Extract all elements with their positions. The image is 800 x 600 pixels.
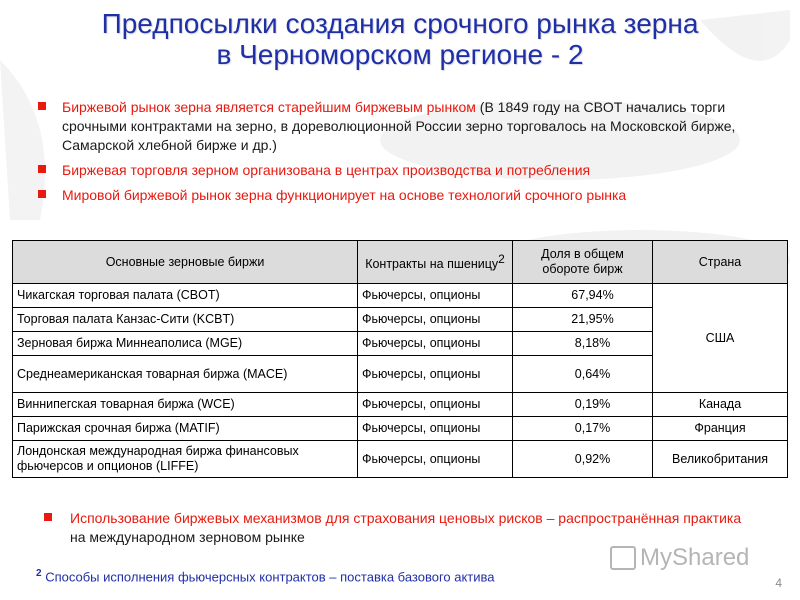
- cell-exchange: Парижская срочная биржа (MATIF): [13, 417, 358, 441]
- cell-share: 0,64%: [513, 356, 653, 393]
- slide-title: [0, 8, 800, 70]
- header-contracts-label: Контракты на пшеницу: [365, 257, 499, 272]
- cell-contracts: Фьючерсы, опционы: [358, 284, 513, 308]
- cell-contracts: Фьючерсы, опционы: [358, 356, 513, 393]
- table-row: [13, 284, 788, 308]
- cell-exchange: Зерновая биржа Миннеаполиса (MGE): [13, 332, 358, 356]
- footnote-marker: 2: [498, 251, 505, 266]
- cell-share: 0,19%: [513, 393, 653, 417]
- cell-share: 0,17%: [513, 417, 653, 441]
- cell-exchange: Торговая палата Канзас-Сити (KCBT): [13, 308, 358, 332]
- bullet-item: [38, 98, 758, 155]
- footnote-text: Способы исполнения фьючерсных контрактов – поставка базового актива: [45, 569, 495, 585]
- logo-text: MyShared: [640, 544, 750, 571]
- cell-country: Великобритания: [653, 441, 788, 478]
- table-row: [13, 417, 788, 441]
- cell-contracts: Фьючерсы, опционы: [358, 417, 513, 441]
- bullet-item: [38, 186, 758, 205]
- bottom-bullet-red-text: Использование биржевых механизмов для страхования ценовых рисков – распространённая практика: [70, 510, 742, 526]
- bullet-dark-text: (В 1849 году на CBOT начались торги срочными контрактами на зерно, в дореволюционной России зерно торговалось на Московской бирже, Самарской хлебной бирже и др.): [62, 99, 736, 153]
- cell-share: 8,18%: [513, 332, 653, 356]
- bullet-red-text: Биржевая торговля зерном организована в центрах производства и потребления: [62, 162, 591, 178]
- header-contracts: [358, 241, 513, 284]
- cell-exchange: Чикагская торговая палата (CBOT): [13, 284, 358, 308]
- cell-exchange: Виннипегская товарная биржа (WCE): [13, 393, 358, 417]
- table-row: [13, 441, 788, 478]
- cell-share: 21,95%: [513, 308, 653, 332]
- cell-contracts: Фьючерсы, опционы: [358, 393, 513, 417]
- cell-country: Франция: [653, 417, 788, 441]
- title-line-1: Предпосылки создания срочного рынка зерна: [101, 8, 699, 39]
- exchanges-table: [12, 240, 788, 478]
- bullet-red-text: Мировой биржевой рынок зерна функционирует на основе технологий срочного рынка: [62, 187, 627, 203]
- cell-exchange: Среднеамериканская товарная биржа (MACE): [13, 356, 358, 393]
- watermark-logo: [610, 540, 770, 576]
- bullet-square-icon: [38, 165, 46, 173]
- header-exchange: Основные зерновые биржи: [13, 241, 358, 284]
- footnote: [36, 568, 495, 584]
- bullet-item: [38, 161, 758, 180]
- cell-country-usa: США: [653, 284, 788, 393]
- page-number: 4: [775, 576, 782, 590]
- cell-share: 0,92%: [513, 441, 653, 478]
- bullet-square-icon: [44, 513, 52, 521]
- cell-contracts: Фьючерсы, опционы: [358, 308, 513, 332]
- cell-contracts: Фьючерсы, опционы: [358, 332, 513, 356]
- header-share: Доля в общем обороте бирж: [513, 241, 653, 284]
- cell-share: 67,94%: [513, 284, 653, 308]
- bullet-square-icon: [38, 102, 46, 110]
- bullet-list: [38, 98, 758, 211]
- bullet-square-icon: [38, 190, 46, 198]
- bottom-bullet-dark-text: на международном зерновом рынке: [70, 529, 305, 545]
- footnote-number: 2: [36, 568, 42, 579]
- bullet-red-text: Биржевой рынок зерна является старейшим биржевым рынком: [62, 99, 476, 115]
- table-header-row: [13, 241, 788, 284]
- presentation-icon: [610, 546, 636, 570]
- title-line-2: в Черноморском регионе - 2: [216, 39, 584, 70]
- cell-country: Канада: [653, 393, 788, 417]
- cell-exchange: Лондонская международная биржа финансовых фьючерсов и опционов (LIFFE): [13, 441, 358, 478]
- cell-contracts: Фьючерсы, опционы: [358, 441, 513, 478]
- table-row: [13, 393, 788, 417]
- header-country: Страна: [653, 241, 788, 284]
